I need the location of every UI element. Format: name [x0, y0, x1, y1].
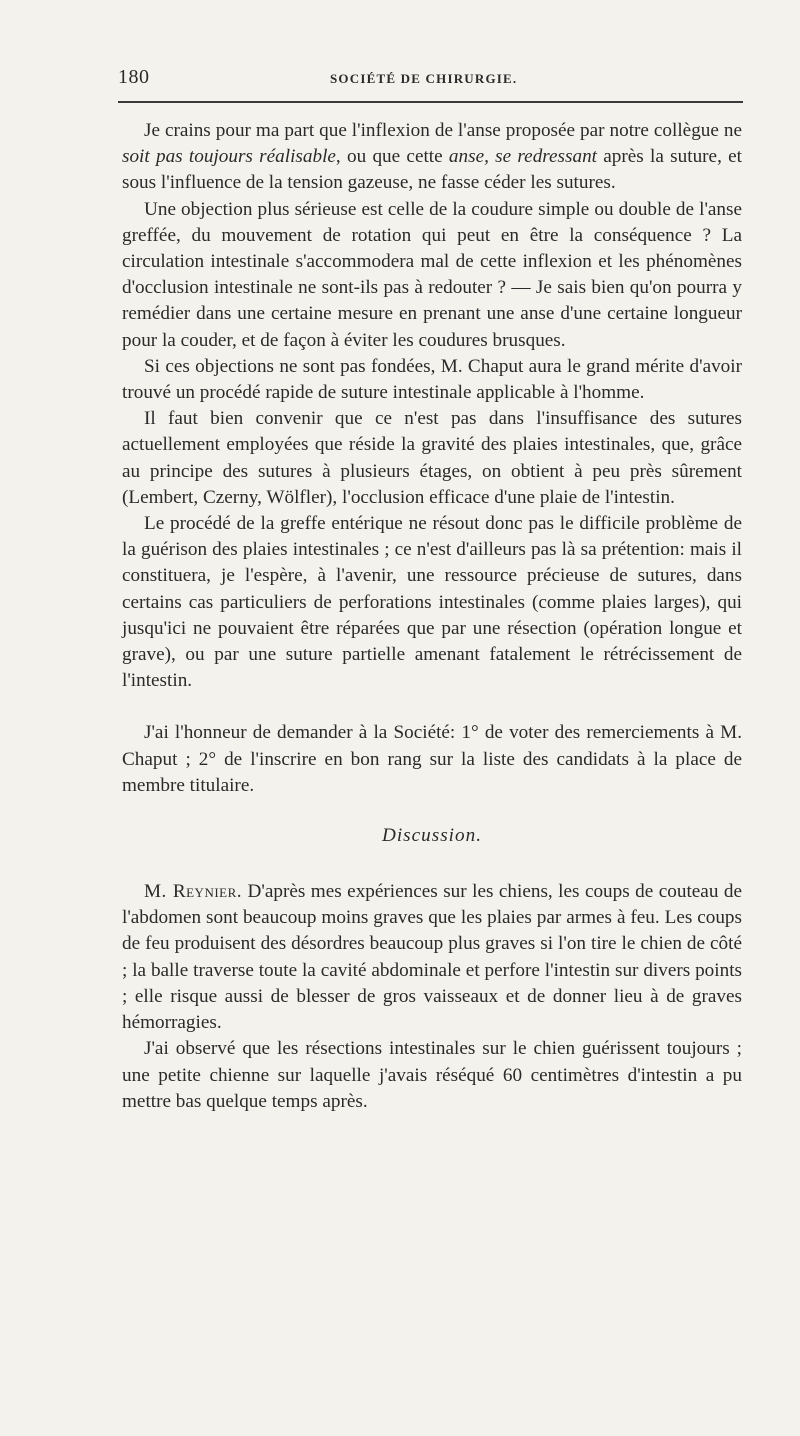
speaker-name: M. Reynier. [144, 881, 243, 903]
p1-text-a: Je crains pour ma part que l'inflexion de l'anse proposée par notre collègue ne [144, 120, 742, 141]
paragraph-5: Le procédé de la greffe entérique ne résout donc pas le difficile problème de la guérison des plaies intestinales ; ce n'est d'ailleurs pas là sa prétention: mais il constituera, je l'espère, à l'avenir, une ressource précieuse de sutures, dans certains cas particuliers de perforations intestinales (comme plaies larges), qui jusqu'ici ne pouvaient être réparées que par une résection (opération longue et grave), ou par une suture partielle amenant fatalement le rétrécissement de l'intestin. [122, 513, 742, 692]
discussion-title: Discussion. [381, 825, 482, 847]
p7-text: D'après mes expériences sur les chiens, les coups de couteau de l'abdomen sont beaucoup moins graves que les plaies par armes à feu. Les coups de feu produisent des désordres beaucoup plus graves si l'on tire le chien de côté ; la balle traverse toute la cavité abdominale et perfore l'intestin sur divers points ; elle risque aussi de blesser de gros vaisseaux et de donner lieu à de graves hémorragies. [122, 881, 742, 1034]
paragraph-1 [122, 118, 742, 197]
body-text [122, 118, 742, 1115]
page-header [118, 66, 743, 100]
paragraph-3: Si ces objections ne sont pas fondées, M. Chaput aura le grand mérite d'avoir trouvé un procédé rapide de suture intestinale applicable à l'homme. [122, 355, 742, 404]
paragraph-8: J'ai observé que les résections intestinales sur le chien guérissent toujours ; une petite chienne sur laquelle j'avais réséqué 60 centimètres d'intestin a pu mettre bas quelque temps après. [122, 1038, 742, 1112]
header-rule [118, 101, 743, 103]
p1-italic-b: soit pas toujours réalisable [122, 146, 336, 168]
paragraph-gap [122, 694, 742, 720]
page-number: 180 [118, 66, 150, 88]
p1-text-c: , ou que cette [335, 146, 449, 168]
paragraph-2: Une objection plus sérieuse est celle de la coudure simple ou double de l'anse greffée, du mouvement de rotation qui peut en être la conséquence ? La circulation intestinale s'accommodera mal de cette inflexion et les phénomènes d'occlusion intestinale ne sont-ils pas à redouter ? — Je sais bien qu'on pourra y remédier dans une certaine mesure en prenant une anse d'une certaine longueur pour la couder, et de façon à éviter les coudures brusques. [122, 198, 742, 351]
paragraph-4: Il faut bien convenir que ce n'est pas dans l'insuffisance des sutures actuellement employées que réside la gravité des plaies intestinales, que, grâce au principe des sutures à plusieurs étages, on obtient à peu près sûrement (Lembert, Czerny, Wölfler), l'occlusion efficace d'une plaie de l'intestin. [122, 408, 742, 508]
paragraph-7 [122, 879, 742, 1036]
paragraph-6: J'ai l'honneur de demander à la Société: 1° de voter des remerciements à M. Chaput ; 2° de l'inscrire en bon rang sur la liste des candidats à la place de membre titulaire. [122, 722, 742, 796]
p1-italic-d: anse, se redressant [448, 146, 598, 168]
p1-text-e: après la suture, et sous l'influence de la tension gazeuse, ne fasse céder les sutures. [122, 146, 742, 194]
running-head: SOCIÉTÉ DE CHIRURGIE. [330, 71, 518, 86]
